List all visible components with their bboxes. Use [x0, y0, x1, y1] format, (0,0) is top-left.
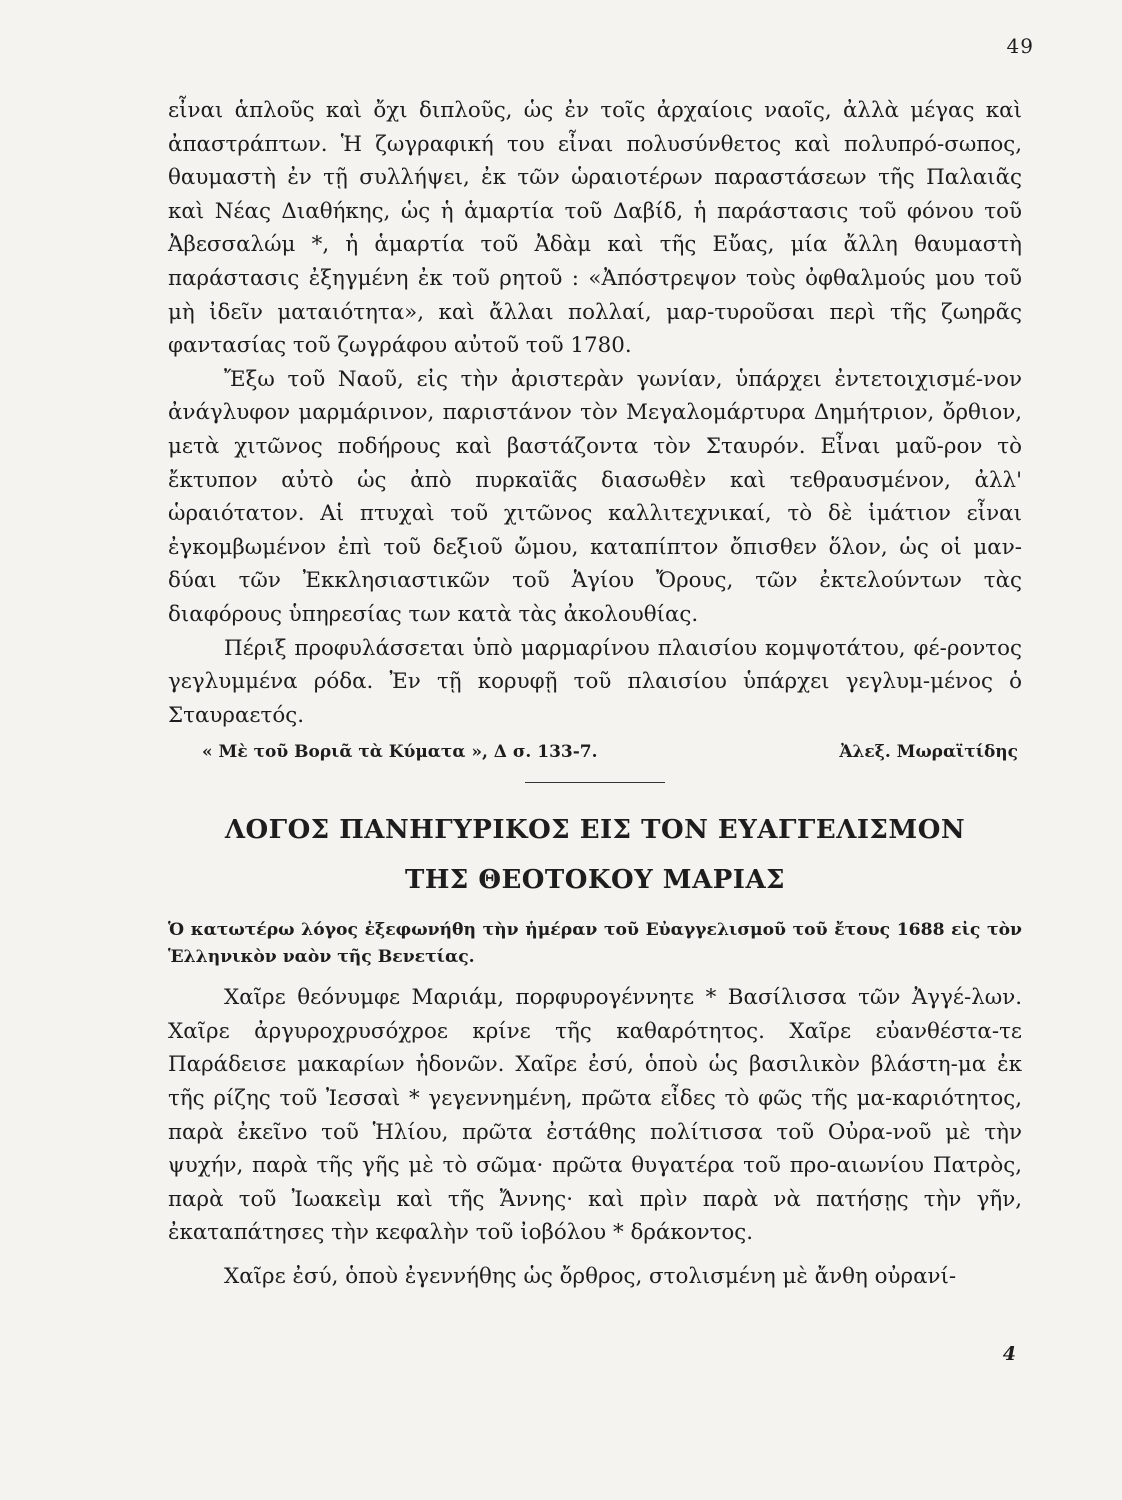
source-author: Ἀλεξ. Μωραϊτίδης: [839, 742, 1018, 763]
section-note: Ὁ κατωτέρω λόγος ἐξεφωνήθη τὴν ἡμέραν τοῦ Εὐαγγελισμοῦ τοῦ ἔτους 1688 εἰς τὸν Ἑλληνικὸν ναὸν τῆς Βενετίας.: [168, 920, 1022, 968]
section-heading: [168, 805, 1022, 905]
paragraph-church-painting: εἶναι ἁπλοῦς καὶ ὄχι διπλοῦς, ὡς ἐν τοῖς ἀρχαίοις ναοῖς, ἀλλὰ μέγας καὶ ἀπαστράπτων. Ἡ ζωγραφική του εἶναι πολυσύνθετος καὶ πολυπρό-σωπος, θαυμαστὴ ἐν τῇ συλλήψει, ἐκ τῶν ὡραιοτέρων παραστάσεων τῆς Παλαιᾶς καὶ Νέας Διαθήκης, ὡς ἡ ἁμαρτία τοῦ Δαβίδ, ἡ παράστασις τοῦ φόνου τοῦ Ἀβεσσαλώμ *, ἡ ἁμαρτία τοῦ Ἀδὰμ καὶ τῆς Εὔας, μία ἄλλη θαυμαστὴ παράστασις ἐξηγμένη ἐκ τοῦ ρητοῦ : «Ἀπόστρεψον τοὺς ὀφθαλμούς μου τοῦ μὴ ἰδεῖν ματαιότητα», καὶ ἄλλαι πολλαί, μαρ-τυροῦσαι περὶ τῆς ζωηρᾶς φαντασίας τοῦ ζωγράφου αὐτοῦ τοῦ 1780.: [168, 98, 1022, 359]
heading-line-1: ΛΟΓΟΣ ΠΑΝΗΓΥΡΙΚΟΣ ΕΙΣ ΤΟΝ ΕΥΑΓΓΕΛΙΣΜΟΝ: [224, 815, 966, 846]
paragraph-relief-demetrios: Ἔξω τοῦ Ναοῦ, εἰς τὴν ἀριστερὰν γωνίαν, ὑπάρχει ἐντετοιχισμέ-νον ἀνάγλυφον μαρμάρινον, παριστάνον τὸν Μεγαλομάρτυρα Δημήτριον, ὄρθιον, μετὰ χιτῶνος ποδήρους καὶ βαστάζοντα τὸν Σταυρόν. Εἶναι μαῦ-ρον τὸ ἔκτυπον αὐτὸ ὡς ἀπὸ πυρκαϊᾶς διασωθὲν καὶ τεθραυσμένον, ἀλλ' ὡραιότατον. Αἱ πτυχαὶ τοῦ χιτῶνος καλλιτεχνικαί, τὸ δὲ ἱμάτιον εἶναι ἐγκομβωμένον ἐπὶ τοῦ δεξιοῦ ὤμου, καταπίπτον ὄπισθεν ὅλον, ὡς οἱ μαν-δύαι τῶν Ἐκκλησιαστικῶν τοῦ Ἁγίου Ὄρους, τῶν ἐκτελούντων τὰς διαφόρους ὑπηρεσίας των κατὰ τὰς ἀκολουθίας.: [168, 366, 1022, 627]
section-divider: [525, 782, 665, 783]
paragraph-marble-frame: Πέριξ προφυλάσσεται ὑπὸ μαρμαρίνου πλαισίου κομψοτάτου, φέ-ροντος γεγλυμμένα ρόδα. Ἐν τῇ κορυφῇ τοῦ πλαισίου ὑπάρχει γεγλυμ-μένος ὁ Σταυραετός.: [168, 635, 1022, 728]
page-number: 49: [1006, 34, 1034, 58]
paragraph-chaire-2: Χαῖρε ἐσύ, ὁποὺ ἐγεννήθης ὡς ὄρθρος, στολισμένη μὲ ἄνθη οὐρανί-: [224, 1264, 957, 1290]
heading-line-2: ΤΗΣ ΘΕΟΤΟΚΟΥ ΜΑΡΙΑΣ: [404, 865, 786, 896]
page-body: [168, 94, 1022, 1294]
signature-mark: 4: [1002, 1343, 1016, 1365]
source-citation-line: [168, 742, 1022, 762]
source-citation: « Μὲ τοῦ Βοριᾶ τὰ Κύματα », Δ σ. 133-7.: [202, 742, 598, 763]
paragraph-chaire-1: Χαῖρε θεόνυμφε Μαριάμ, πορφυρογέννητε * Βασίλισσα τῶν Ἀγγέ-λων. Χαῖρε ἀργυροχρυσόχροε κρίνε τῆς καθαρότητος. Χαῖρε εὐανθέστα-τε Παράδεισε μακαρίων ἡδονῶν. Χαῖρε ἐσύ, ὁποὺ ὡς βασιλικὸν βλάστη-μα ἐκ τῆς ρίζης τοῦ Ἰεσσαὶ * γεγεννημένη, πρῶτα εἶδες τὸ φῶς τῆς μα-καριότητος, παρὰ ἐκεῖνο τοῦ Ἡλίου, πρῶτα ἐστάθης πολίτισσα τοῦ Οὐρα-νοῦ μὲ τὴν ψυχήν, παρὰ τῆς γῆς μὲ τὸ σῶμα· πρῶτα θυγατέρα τοῦ προ-αιωνίου Πατρὸς, παρὰ τοῦ Ἰωακεὶμ καὶ τῆς Ἄννης· καὶ πρὶν παρὰ νὰ πατήσῃς τὴν γῆν, ἐκαταπάτησες τὴν κεφαλὴν τοῦ ἰοβόλου * δράκοντος.: [168, 985, 1022, 1246]
